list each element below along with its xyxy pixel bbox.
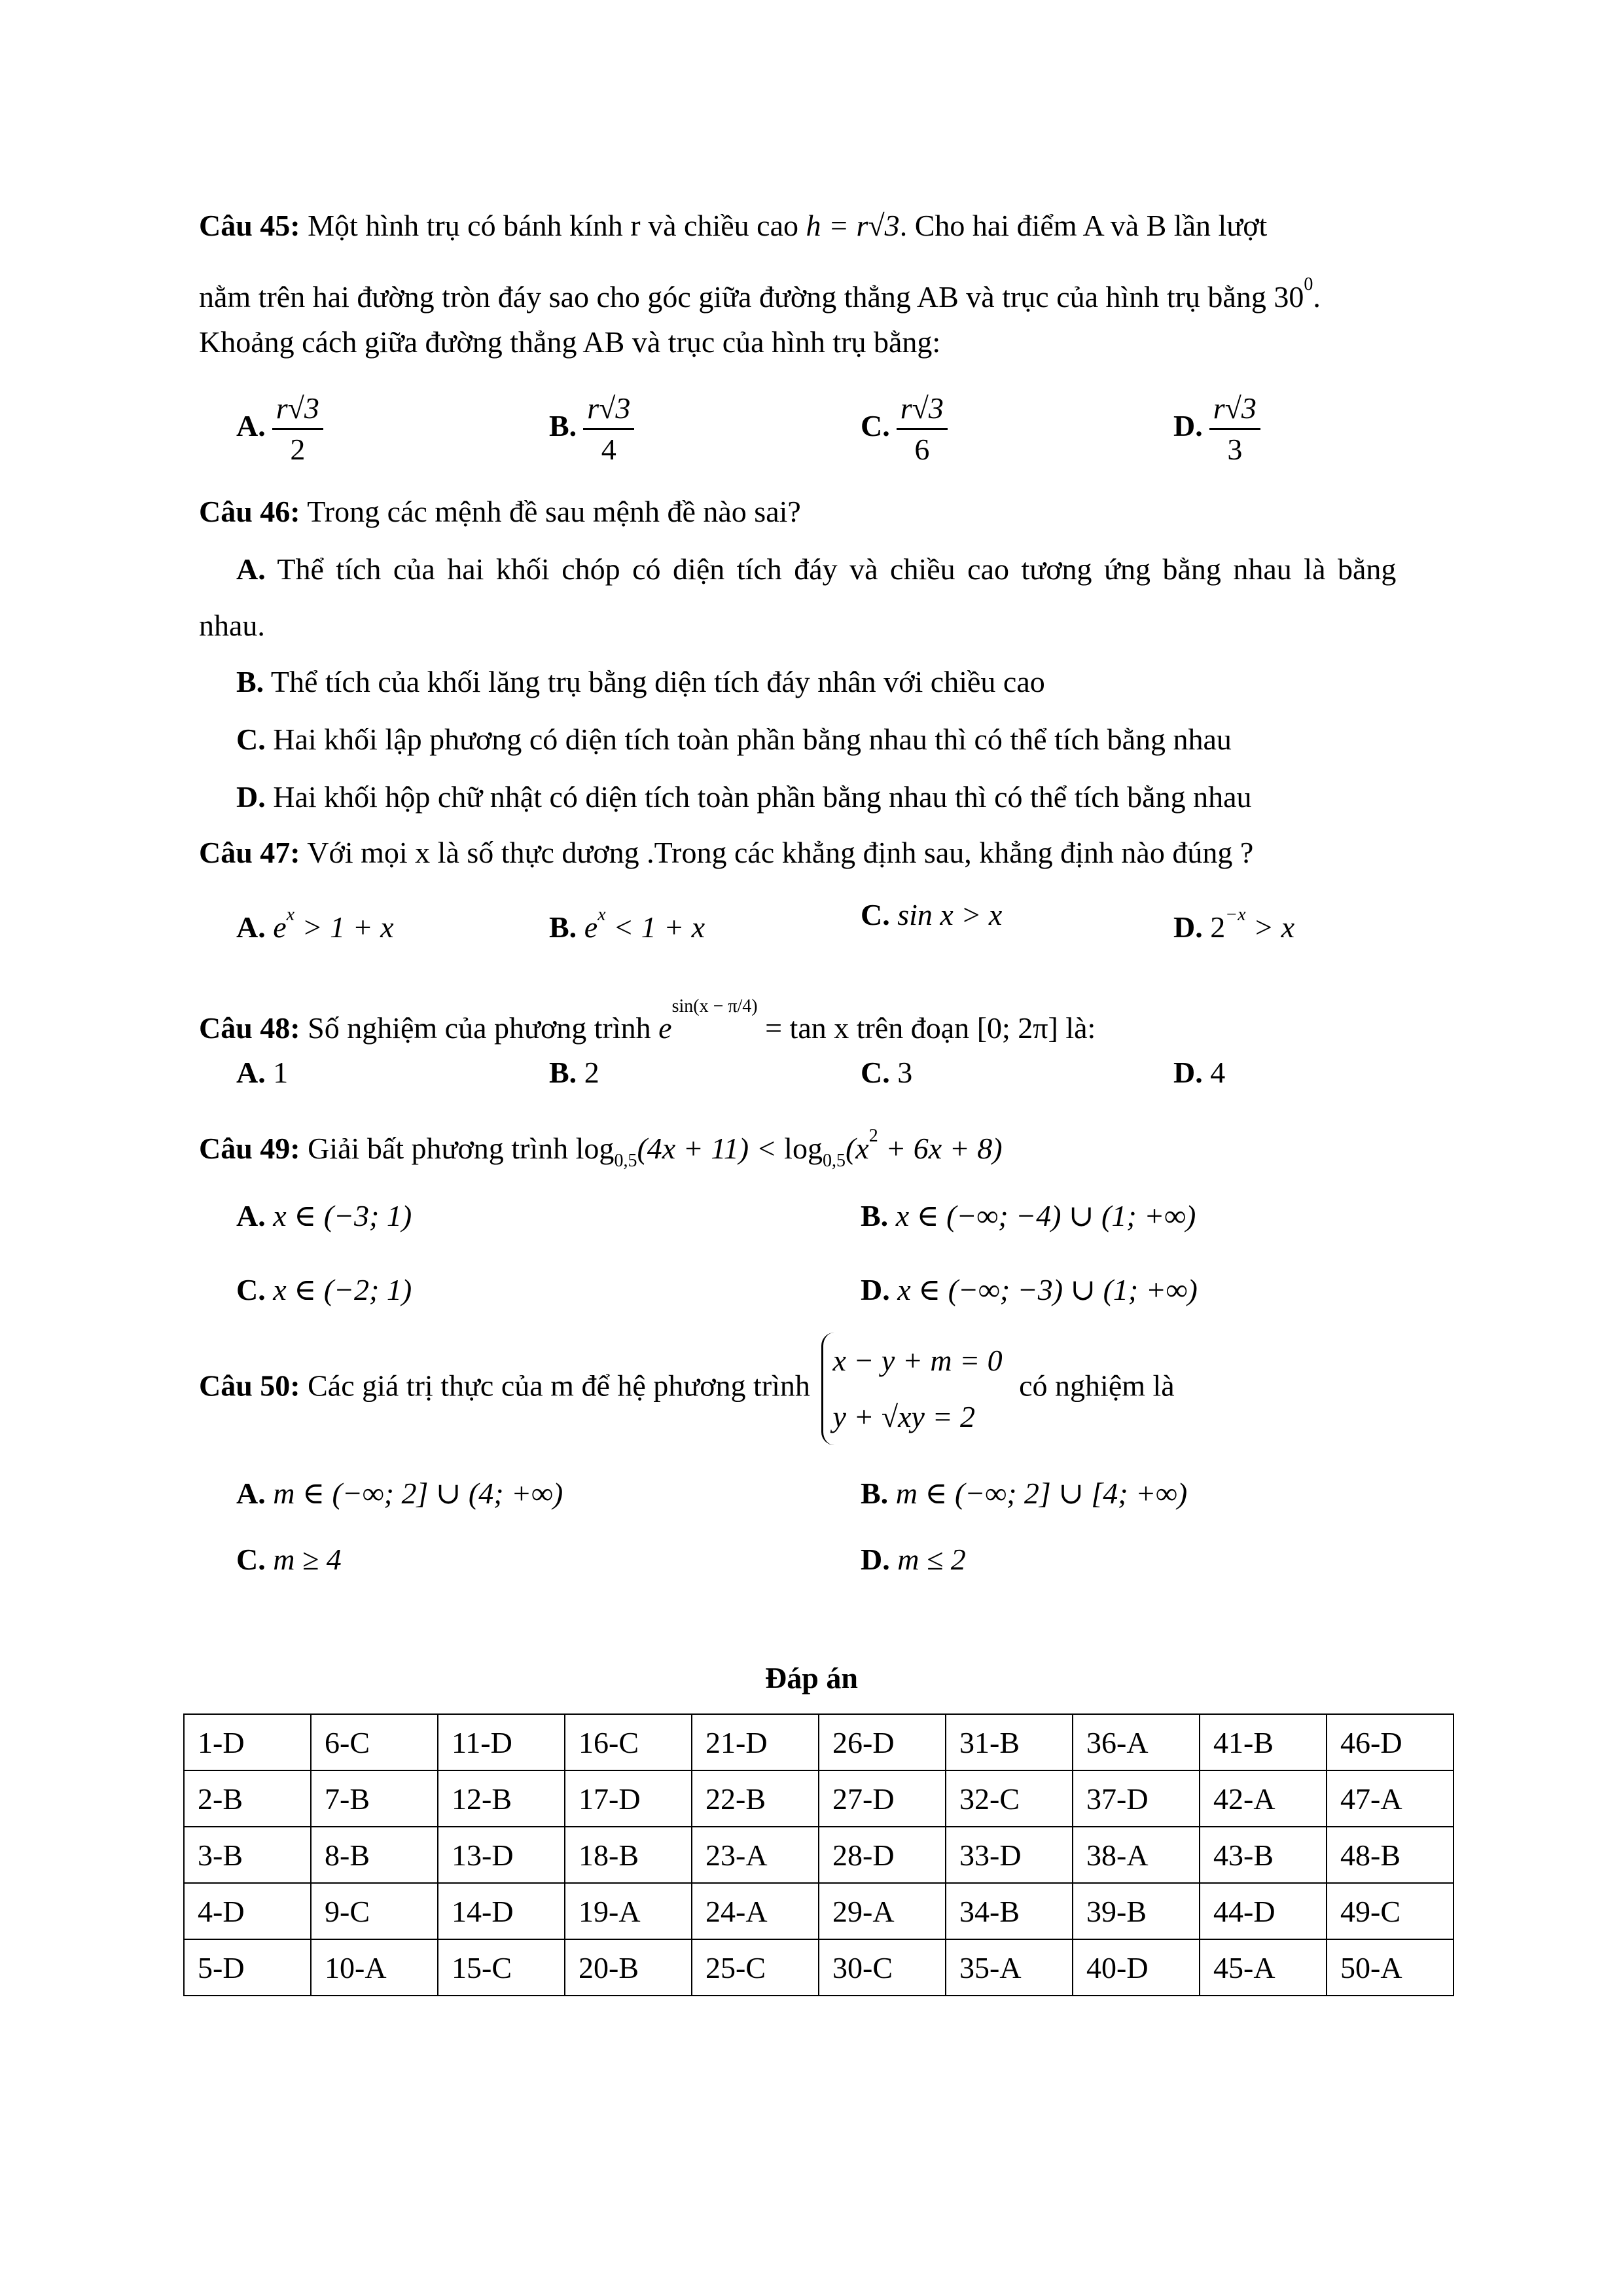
math-rest: < 1 + x: [605, 910, 705, 944]
q50-text: Các giá trị thực của m để hệ phương trình: [300, 1369, 818, 1403]
answer-cell: 29-A: [819, 1883, 946, 1939]
math-eq: = tan x: [757, 1011, 849, 1045]
q48-label: Câu 48:: [199, 1011, 300, 1045]
answer-cell: 21-D: [692, 1714, 819, 1770]
q49-text: Giải bất phương trình: [300, 1132, 576, 1165]
option-value: x ∈ (−3; 1): [265, 1199, 412, 1232]
answer-cell: 9-C: [311, 1883, 438, 1939]
option-key: D.: [236, 780, 266, 814]
q49-question: [199, 1117, 1003, 1181]
option-key: C.: [861, 898, 890, 931]
math-rest: > x: [1245, 910, 1295, 944]
fraction: [272, 389, 323, 469]
q49-option-a[interactable]: [236, 1196, 412, 1236]
option-value: m ≥ 4: [265, 1543, 342, 1576]
q45-label: Câu 45:: [199, 209, 300, 242]
q46-option-c[interactable]: [236, 720, 1232, 759]
q47-option-d[interactable]: [1173, 895, 1294, 947]
math-base: e: [658, 1011, 672, 1045]
answer-cell: 50-A: [1327, 1939, 1454, 1996]
table-row: [184, 1939, 1454, 1996]
q47-label: Câu 47:: [199, 836, 300, 869]
q50-option-a[interactable]: [236, 1474, 563, 1513]
answer-cell: 19-A: [565, 1883, 692, 1939]
q48-option-c[interactable]: [861, 1053, 912, 1092]
denominator: 2: [290, 433, 306, 466]
q46-option-d[interactable]: [236, 778, 1252, 817]
math-sup: x: [286, 905, 295, 925]
answer-cell: 39-B: [1073, 1883, 1200, 1939]
numerator: r√3: [1209, 389, 1260, 430]
option-value: 3: [889, 1056, 913, 1089]
answer-cell: 6-C: [311, 1714, 438, 1770]
option-key: B.: [236, 665, 264, 698]
q46-text: Trong các mệnh đề sau mệnh đề nào sai?: [300, 495, 801, 528]
table-row: [184, 1827, 1454, 1883]
q47-option-b[interactable]: [549, 895, 705, 947]
answer-cell: 7-B: [311, 1770, 438, 1827]
option-value: x ∈ (−∞; −3) ∪ (1; +∞): [889, 1273, 1198, 1306]
q48-text: Số nghiệm của phương trình: [300, 1011, 659, 1045]
q50-option-c[interactable]: [236, 1540, 342, 1579]
q50-option-b[interactable]: [861, 1474, 1187, 1513]
q47-text: Với mọi x là số thực dương .Trong các khẳng định sau, khẳng định nào đúng ?: [300, 836, 1254, 869]
option-key: C.: [236, 723, 266, 756]
numerator: r√3: [897, 389, 948, 430]
math-sup: 2: [868, 1126, 878, 1146]
answer-cell: 12-B: [438, 1770, 565, 1827]
answer-cell: 35-A: [946, 1939, 1073, 1996]
table-row: [184, 1714, 1454, 1770]
numerator: r√3: [272, 389, 323, 430]
option-key: D.: [1173, 1056, 1203, 1089]
q45-option-d[interactable]: [1173, 389, 1260, 469]
answer-cell: 18-B: [565, 1827, 692, 1883]
answer-cell: 31-B: [946, 1714, 1073, 1770]
option-value: m ∈ (−∞; 2] ∪ [4; +∞): [888, 1477, 1188, 1510]
q48-question: [199, 987, 1096, 1048]
option-key: C.: [236, 1273, 266, 1306]
table-row: [184, 1770, 1454, 1827]
answer-cell: 45-A: [1200, 1939, 1327, 1996]
q48-option-a[interactable]: [236, 1053, 288, 1092]
answer-cell: 48-B: [1327, 1827, 1454, 1883]
answer-cell: 34-B: [946, 1883, 1073, 1939]
answer-cell: 28-D: [819, 1827, 946, 1883]
q46-option-a-cont: nhau.: [199, 609, 265, 642]
option-key: A.: [236, 409, 266, 443]
option-text: Thể tích của khối lăng trụ bằng diện tích đáy nhân với chiều cao: [264, 665, 1045, 698]
answer-cell: 42-A: [1200, 1770, 1327, 1827]
math-base: 2: [1210, 910, 1226, 944]
answer-cell: 14-D: [438, 1883, 565, 1939]
option-key: A.: [236, 1477, 266, 1510]
option-text: Thể tích của hai khối chóp có diện tích đáy và chiều cao tương ứng bằng nhau là bằng: [265, 552, 1397, 586]
q47-option-c[interactable]: [861, 895, 1002, 935]
q47-option-a[interactable]: [236, 895, 394, 947]
answer-key-table: [183, 1713, 1454, 1996]
answer-cell: 4-D: [184, 1883, 311, 1939]
q49-option-c[interactable]: [236, 1270, 412, 1310]
answer-cell: 25-C: [692, 1939, 819, 1996]
option-key: A.: [236, 552, 266, 586]
equation-1: x − y + m = 0: [832, 1344, 1003, 1377]
answer-cell: 24-A: [692, 1883, 819, 1939]
math-arg2: (x: [845, 1132, 869, 1165]
option-value: m ≤ 2: [889, 1543, 966, 1576]
option-text: Hai khối hộp chữ nhật có diện tích toàn phần bằng nhau thì có thể tích bằng nhau: [265, 780, 1252, 814]
denominator: 6: [914, 433, 930, 466]
option-value: x ∈ (−∞; −4) ∪ (1; +∞): [888, 1199, 1196, 1232]
answer-cell: 13-D: [438, 1827, 565, 1883]
answer-cell: 27-D: [819, 1770, 946, 1827]
math-rest: > 1 + x: [294, 910, 394, 944]
q48-option-b[interactable]: [549, 1053, 599, 1092]
q45-option-a[interactable]: [236, 389, 323, 469]
log-base: 0,5: [822, 1151, 846, 1171]
q50-option-d[interactable]: [861, 1540, 966, 1579]
answer-cell: 40-D: [1073, 1939, 1200, 1996]
math-base: sin x > x: [897, 898, 1003, 931]
q45-text-2: nằm trên hai đường tròn đáy sao cho góc giữa đường thẳng AB và trục của hình trụ bằng 30: [199, 280, 1304, 314]
q45-text: Một hình trụ có bánh kính r và chiều cao: [300, 209, 806, 242]
option-key: B.: [549, 910, 577, 944]
q45-text-cont: . Cho hai điểm A và B lần lượt: [899, 209, 1268, 242]
answer-key-title: Đáp án: [765, 1661, 858, 1695]
answer-cell: 30-C: [819, 1939, 946, 1996]
math-interval: [0; 2π]: [976, 1011, 1058, 1045]
answer-cell: 26-D: [819, 1714, 946, 1770]
q46-question: [199, 492, 801, 531]
answer-cell: 46-D: [1327, 1714, 1454, 1770]
option-value: 1: [265, 1056, 289, 1089]
option-value: 2: [577, 1056, 599, 1089]
option-key: A.: [236, 1056, 266, 1089]
fraction: [897, 389, 948, 469]
q49-option-b[interactable]: [861, 1196, 1196, 1236]
q45-option-c[interactable]: [861, 389, 948, 469]
denominator: 3: [1227, 433, 1243, 466]
q50-text-end: có nghiệm là: [1011, 1369, 1175, 1403]
option-key: C.: [861, 409, 890, 443]
option-key: C.: [236, 1543, 266, 1576]
q45-line-1: [199, 206, 1267, 245]
q50-label: Câu 50:: [199, 1369, 300, 1403]
log: log: [784, 1132, 823, 1165]
option-key: D.: [861, 1273, 890, 1306]
q45-height-formula: h = r√3: [806, 209, 900, 242]
answer-cell: 3-B: [184, 1827, 311, 1883]
option-value: m ∈ (−∞; 2] ∪ (4; +∞): [265, 1477, 563, 1510]
fraction: [1209, 389, 1260, 469]
answer-cell: 11-D: [438, 1714, 565, 1770]
option-key: B.: [549, 409, 577, 443]
q50-question: [199, 1333, 1175, 1445]
period: .: [1313, 280, 1321, 314]
option-key: A.: [236, 1199, 266, 1232]
answer-cell: 2-B: [184, 1770, 311, 1827]
q49-option-d[interactable]: [861, 1270, 1198, 1310]
math-base: e: [273, 910, 287, 944]
option-key: D.: [861, 1543, 890, 1576]
option-key: B.: [861, 1199, 889, 1232]
table-row: [184, 1883, 1454, 1939]
answer-cell: 10-A: [311, 1939, 438, 1996]
answer-cell: 15-C: [438, 1939, 565, 1996]
equation-2: y + √xy = 2: [832, 1400, 976, 1433]
math-exponent: sin(x − π/4): [671, 996, 758, 1016]
fraction: [583, 389, 634, 469]
option-key: D.: [1173, 409, 1203, 443]
answer-cell: 32-C: [946, 1770, 1073, 1827]
log-base: 0,5: [614, 1151, 637, 1171]
answer-cell: 1-D: [184, 1714, 311, 1770]
q46-label: Câu 46:: [199, 495, 300, 528]
math-sup: x: [597, 905, 606, 925]
q46-option-b[interactable]: [236, 662, 1045, 702]
q46-option-a[interactable]: [236, 550, 1396, 589]
option-text: Hai khối lập phương có diện tích toàn phần bằng nhau thì có thể tích bằng nhau: [265, 723, 1232, 756]
q45-line-2: [199, 265, 1321, 317]
q48-text-end: là:: [1058, 1011, 1096, 1045]
answer-cell: 47-A: [1327, 1770, 1454, 1827]
answer-cell: 41-B: [1200, 1714, 1327, 1770]
equation-system: [821, 1333, 1002, 1445]
denominator: 4: [601, 433, 616, 466]
answer-cell: 43-B: [1200, 1827, 1327, 1883]
q48-option-d[interactable]: [1173, 1053, 1225, 1092]
option-key: A.: [236, 910, 266, 944]
numerator: r√3: [583, 389, 634, 430]
answer-cell: 20-B: [565, 1939, 692, 1996]
math-sup: −x: [1225, 905, 1246, 925]
option-key: C.: [861, 1056, 890, 1089]
answer-cell: 37-D: [1073, 1770, 1200, 1827]
q48-text-mid: trên đoạn: [849, 1011, 977, 1045]
q45-option-b[interactable]: [549, 389, 634, 469]
answer-cell: 23-A: [692, 1827, 819, 1883]
degree-sup: 0: [1304, 274, 1313, 295]
answer-cell: 33-D: [946, 1827, 1073, 1883]
q47-question: [199, 833, 1253, 872]
answer-cell: 38-A: [1073, 1827, 1200, 1883]
answer-cell: 44-D: [1200, 1883, 1327, 1939]
math-base: e: [584, 910, 598, 944]
math-arg1: (4x + 11) <: [637, 1132, 785, 1165]
option-value: 4: [1202, 1056, 1226, 1089]
option-key: D.: [1173, 910, 1203, 944]
q49-label: Câu 49:: [199, 1132, 300, 1165]
answer-cell: 49-C: [1327, 1883, 1454, 1939]
answer-cell: 22-B: [692, 1770, 819, 1827]
option-key: B.: [549, 1056, 577, 1089]
q45-line-3: Khoảng cách giữa đường thẳng AB và trục của hình trụ bằng:: [199, 325, 941, 359]
log: log: [575, 1132, 615, 1165]
answer-cell: 5-D: [184, 1939, 311, 1996]
math-arg2-rest: + 6x + 8): [878, 1132, 1003, 1165]
answer-cell: 17-D: [565, 1770, 692, 1827]
option-key: B.: [861, 1477, 889, 1510]
answer-cell: 8-B: [311, 1827, 438, 1883]
option-value: x ∈ (−2; 1): [265, 1273, 412, 1306]
answer-cell: 16-C: [565, 1714, 692, 1770]
answer-cell: 36-A: [1073, 1714, 1200, 1770]
